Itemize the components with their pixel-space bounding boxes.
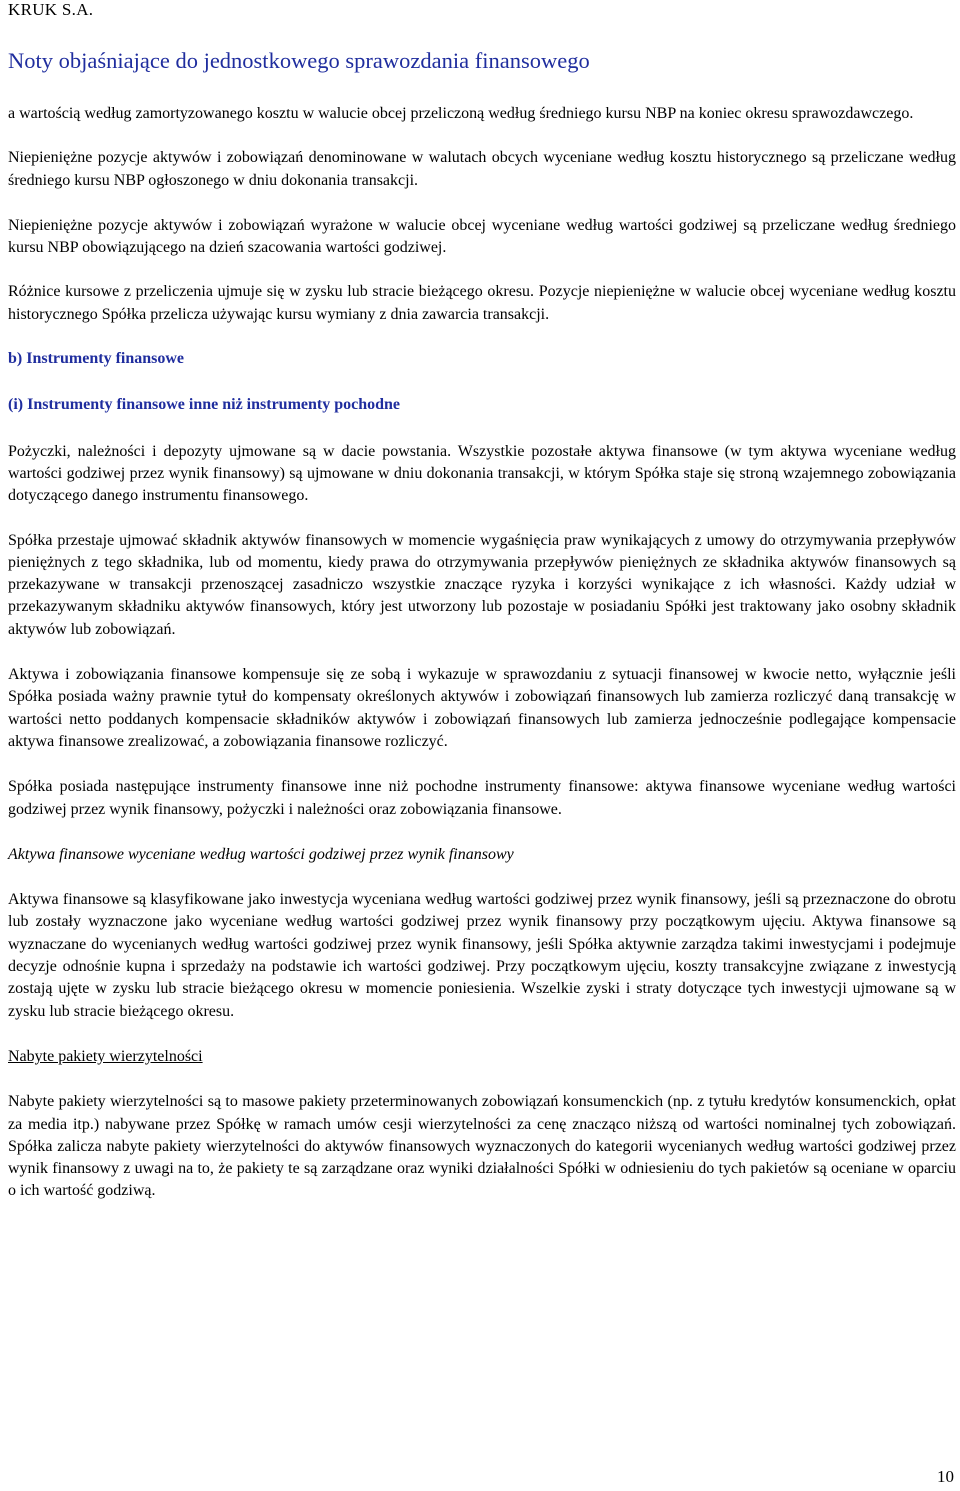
paragraph: Aktywa finansowe są klasyfikowane jako inwestycja wyceniana według wartości godziwej przez wynik finansowy, jeśli są przeznaczone do obrotu lub zostały wyznaczone jako wyceniane według wartości godziwej przez wynik finansowy przy początkowym ujęciu. Aktywa finansowe są wyznaczane do wycenianych według wartości godziwej przez wynik finansowy, jeśli Spółka aktywnie zarządza takimi inwestycjami i podejmuje decyzje odnośnie kupna i sprzedaży na podstawie ich wartości godziwej. Przy początkowym ujęciu, koszty transakcyjne związane z inwestycją zostają ujęte w zysku lub stracie bieżącego okresu w momencie poniesienia. Wszelkie zyski i straty dotyczące tych inwestycji ujmowane są w zysku lub stracie bieżącego okresu. (8, 891, 956, 1020)
paragraph: Aktywa i zobowiązania finansowe kompensuje się ze sobą i wykazuje w sprawozdaniu z sytuacji finansowej w kwocie netto, wyłącznie jeśli Spółka posiada ważny prawnie tytuł do kompensaty określonych aktywów i zobowiązań finansowych lub zamierza rozliczyć daną transakcję w wartości netto poddanych kompensacie składników aktywów i zobowiązań finansowych lub zamierza jednocześnie podlegające kompensacie aktywa finansowe zrealizować, a zobowiązania finansowe rozliczyć. (8, 666, 956, 750)
paragraph: Spółka przestaje ujmować składnik aktywów finansowych w momencie wygaśnięcia praw wynikających z umowy do otrzymywania przepływów pieniężnych z tego składnika, lub od momentu, kiedy prawa do otrzymywania przepływów pieniężnych ze składnika aktywów finansowych są przekazywane w transakcji przenoszącej zasadniczo wszystkie znaczące ryzyka i korzyści wynikające z ich własności. Każdy udział w przekazywanym składniku aktywów finansowych, który jest utworzony lub pozostaje w posiadaniu Spółki jest traktowany jako osobny składnik aktywów lub zobowiązań. (8, 531, 956, 638)
document-body (8, 103, 956, 1203)
paragraph: Niepieniężne pozycje aktywów i zobowiązań wyrażone w walucie obcej wyceniane według wartości godziwej są przeliczane według średniego kursu NBP obowiązującego na dzień szacowania wartości godziwej. (8, 216, 956, 257)
paragraph: Pożyczki, należności i depozyty ujmowane są w dacie powstania. Wszystkie pozostałe aktywa finansowe (w tym aktywa wyceniane według wartości godziwej przez wynik finansowy) są ujmowane w dniu dokonania transakcji, w którym Spółka staje się stroną wzajemnego zobowiązania dotyczącego danego instrumentu finansowego. (8, 442, 956, 505)
document-title: Noty objaśniające do jednostkowego sprawozdania finansowego (8, 48, 590, 73)
paragraph: a wartością według zamortyzowanego kosztu w walucie obcej przeliczoną według średniego kursu NBP na koniec okresu sprawozdawczego. (8, 105, 914, 122)
company-name: KRUK S.A. (8, 0, 94, 19)
page-number: 10 (937, 1467, 954, 1486)
subsection-heading: (i) Instrumenty finansowe inne niż instrumenty pochodne (8, 396, 401, 414)
paragraph: Spółka posiada następujące instrumenty finansowe inne niż pochodne instrumenty finansowe: aktywa finansowe wyceniane według wartości godziwej przez wynik finansowy, pożyczki i należności oraz zobowiązania finansowe. (8, 778, 956, 818)
paragraph: Różnice kursowe z przeliczenia ujmuje się w zysku lub stracie bieżącego okresu. Pozycje niepieniężne w walucie obcej wyceniane według kosztu historycznego Spółka przelicza używając kursu wymiany z dnia zawarcia transakcji. (8, 283, 956, 323)
section-heading: b) Instrumenty finansowe (8, 350, 185, 368)
paragraph: Nabyte pakiety wierzytelności są to masowe pakiety przeterminowanych zobowiązań konsumenckich (np. z tytułu kredytów konsumenckich, opłat za media itp.) nabywane przez Spółkę w ramach umów cesji wierzytelności za cenę znacząco niższą od wartości nominalnej tych zobowiązań. Spółka zalicza nabyte pakiety wierzytelności do aktywów finansowych wyznaczonych do kategorii wycenianych według wartości godziwej przez wynik finansowy z uwagi na to, że pakiety te są zarządzane oraz wyniki działalności Spółki w odniesieniu do tych pakietów są oceniane w oparciu o ich wartość godziwą. (8, 1093, 956, 1200)
paragraph: Niepieniężne pozycje aktywów i zobowiązań denominowane w walutach obcych wyceniane według kosztu historycznego są przeliczane według średniego kursu NBP ogłoszonego w dniu dokonania transakcji. (8, 149, 956, 189)
italic-heading: Aktywa finansowe wyceniane według wartości godziwej przez wynik finansowy (8, 845, 514, 863)
underlined-heading: Nabyte pakiety wierzytelności (8, 1047, 203, 1065)
